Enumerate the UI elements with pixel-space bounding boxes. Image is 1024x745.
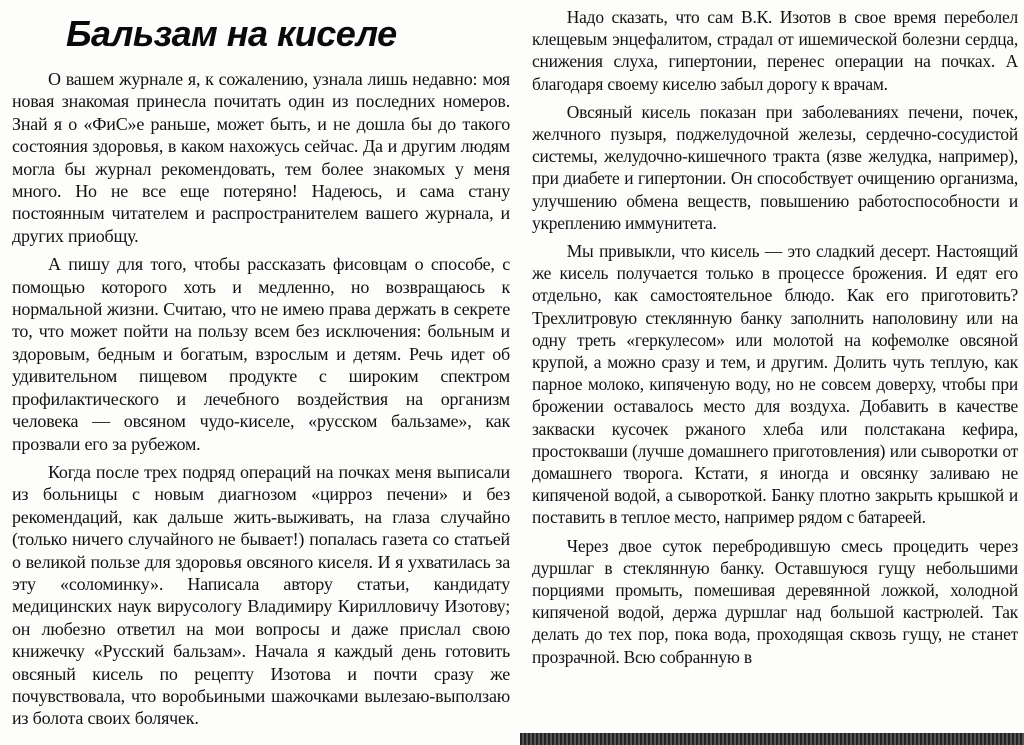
- article-title: Бальзам на киселе: [66, 13, 397, 54]
- article-paragraph: Овсяный кисель показан при заболеваниях печени, почек, желчного пузыря, поджелудочной железы, сердечно-сосудистой системы, желудочно-кишечного тракта (язве желудка, например), при диабете и гипертонии. Он способствует очищению организма, улучшению обмена веществ, повышению работоспособности и укреплению иммунитета.: [532, 101, 1018, 233]
- article-paragraph: Мы привыкли, что кисель — это сладкий десерт. Настоящий же кисель получается только в процессе брожения. И едят его отдельно, как самостоятельное блюдо. Как его приготовить? Трехлитровую стеклянную банку заполнить наполовину или на одну треть «геркулесом» или молотой на кофемолке овсяной крупой, а можно сразу и тем, и другим. Долить чуть теплую, как парное молоко, кипяченую воду, но не совсем доверху, чтобы при брожении оставалось место для воздуха. Добавить в качестве закваски кусочек ржаного хлеба или полстакана кефира, простокваши (лучше домашнего приготовления) или сыворотки от домашнего творога. Кстати, я иногда и овсянку заливаю не кипяченой водой, а сывороткой. Банку плотно закрыть крышкой и поставить в теплое место, например рядом с батареей.: [532, 241, 1018, 528]
- article-paragraph: Надо сказать, что сам В.К. Изотов в свое время переболел клещевым энцефалитом, страдал от ишемической болезни сердца, снижения слуха, гипертонии, перенес операции на почках. А благодаря своему киселю забыл дорогу к врачам.: [532, 7, 1018, 94]
- article-paragraph: Когда после трех подряд операций на почках меня выписали из больницы с новым диагнозом «цирроз печени» и без рекомендаций, как дальше жить-выживать, на глаза случайно (только ничего случайного не бывает!) попалась газета со статьей о великой пользе для здоровья овсяного киселя. И я ухватилась за эту «соломинку». Написала автору статьи, кандидату медицинских наук вирусологу Владимиру Кирилловичу Изотову; он любезно ответил на мои вопросы и даже прислал свою книжечку «Русский бальзам». Начала я каждый день готовить овсяный кисель по рецепту Изотова и почти сразу же почувствовала, что воробьиными шажочками вылезаю-выползаю из болота своих болячек.: [12, 461, 510, 729]
- decorative-bottom-bar: [520, 733, 1024, 745]
- article-paragraph: А пишу для того, чтобы рассказать фисовцам о способе, с помощью которого хоть и медленно, но возвращаюсь к нормальной жизни. Считаю, что не имею права держать в секрете то, что может пойти на пользу всем без исключения: больным и здоровым, бедным и богатым, взрослым и детям. Речь идет об удивительном пищевом продукте с широким спектром профилактического и лечебного воздействия на организм человека — овсяном чудо-киселе, «русском бальзаме», как прозвали его за рубежом.: [12, 254, 510, 454]
- article-paragraph: О вашем журнале я, к сожалению, узнала лишь недавно: моя новая знакомая принесла почитать один из последних номеров. Знай я о «ФиС»е раньше, может быть, и не дошла бы до такого состояния здоровья, в каком нахожусь сейчас. Да и другим людям могла бы журнал рекомендовать, тем более знакомых у меня много. Но не все еще потеряно! Надеюсь, и сама стану постоянным читателем и распространителем вашего журнала, и других приобщу.: [12, 69, 510, 246]
- right-column: [532, 0, 1018, 745]
- article-paragraph: Через двое суток перебродившую смесь процедить через дуршлаг в стеклянную банку. Оставшуюся гущу небольшими порциями промыть, помешивая деревянной ложкой, холодной кипяченой водой, держа дуршлаг над большой кастрюлей. Так делать до тех пор, пока вода, проходящая сквозь гущу, не станет прозрачной. Всю собранную в: [532, 535, 1018, 667]
- left-column: [12, 0, 510, 745]
